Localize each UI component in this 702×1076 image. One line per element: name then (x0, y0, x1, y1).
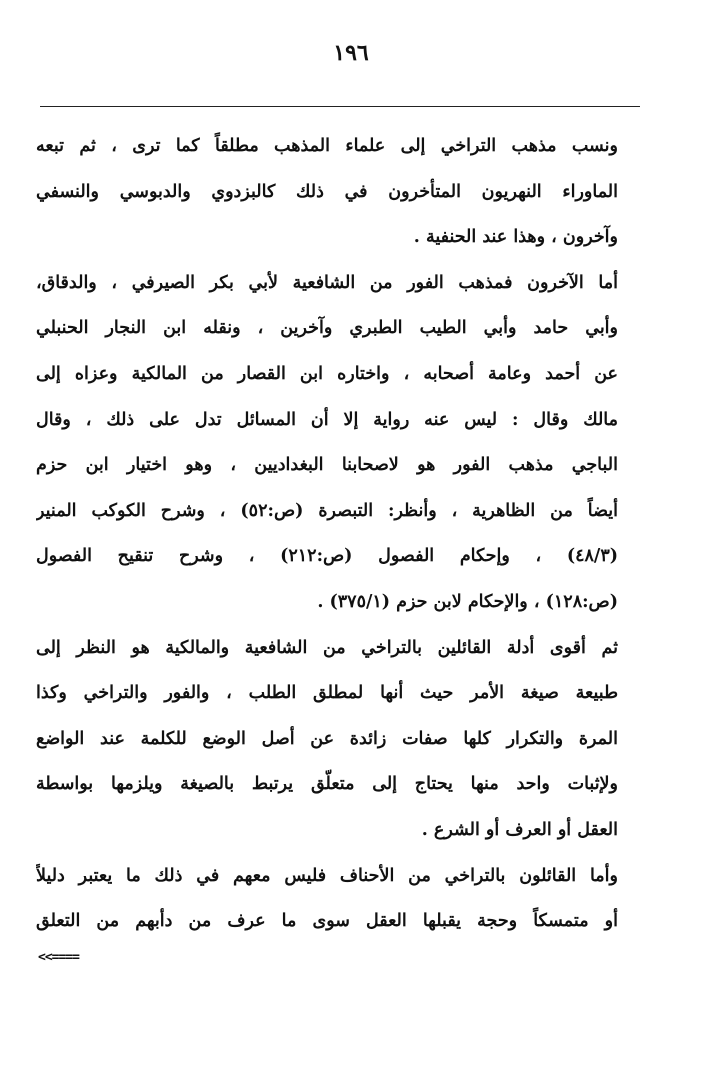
text-line: عن أحمد وعامة أصحابه ، واختاره ابن القصار من المالكية وعزاه إلى (36, 363, 618, 384)
text-line: أيضاً من الظاهرية ، وأنظر: التبصرة (ص:٥٢) ، وشرح الكوكب المنير (36, 500, 618, 521)
text-line: (٤٨/٣) ، وإحكام الفصول (ص:٢١٢) ، وشرح تنقيح الفصول (36, 546, 618, 567)
continuation-mark: <<==== (38, 950, 79, 965)
text-line: العقل أو العرف أو الشرع . (421, 819, 618, 840)
text-line: ولإثبات واحد منها يحتاج إلى متعلّق يرتبط بالصيغة ويلزمها بواسطة (36, 774, 618, 795)
body-text (36, 124, 618, 945)
text-line: وآخرون ، وهذا عند الحنفية . (413, 227, 618, 248)
text-line: المرة والتكرار كلها صفات زائدة عن أصل الوضع للكلمة عند الواضع (36, 728, 618, 749)
text-line: مالك وقال : ليس عنه رواية إلا أن المسائل تدل على ذلك ، وقال (36, 409, 618, 430)
text-line: أما الآخرون فمذهب الفور من الشافعية لأبي بكر الصيرفي ، والدقاق، (36, 272, 618, 293)
page-number: ١٩٦ (333, 40, 369, 66)
text-line: وأما القائلون بالتراخي من الأحناف فليس معهم في ذلك ما يعتبر دليلاً (36, 865, 618, 886)
text-line: أو متمسكاً وحجة يقبلها العقل سوى ما عرف من دأبهم من التعلق (36, 911, 618, 932)
header-rule (40, 106, 640, 107)
text-line: وأبي حامد وأبي الطيب الطبري وآخرين ، ونقله ابن النجار الحنبلي (36, 318, 618, 339)
text-line: ونسب مذهب التراخي إلى علماء المذهب مطلقاً كما ترى ، ثم تبعه (36, 136, 618, 156)
text-line: طبيعة صيغة الأمر حيث أنها لمطلق الطلب ، والفور والتراخي وكذا (36, 683, 618, 704)
text-line: الماوراء النهريون المتأخرون في ذلك كالبزدوي والدبوسي والنسفي (36, 181, 618, 202)
text-line: ثم أقوى أدلة القائلين بالتراخي من الشافعية والمالكية هو النظر إلى (36, 637, 618, 658)
text-line: (ص:١٢٨) ، والإحكام لابن حزم (٣٧٥/١) . (317, 591, 618, 612)
text-line: الباجي مذهب الفور هو لاصحابنا البغداديين ، وهو اختيار ابن حزم (36, 455, 618, 476)
